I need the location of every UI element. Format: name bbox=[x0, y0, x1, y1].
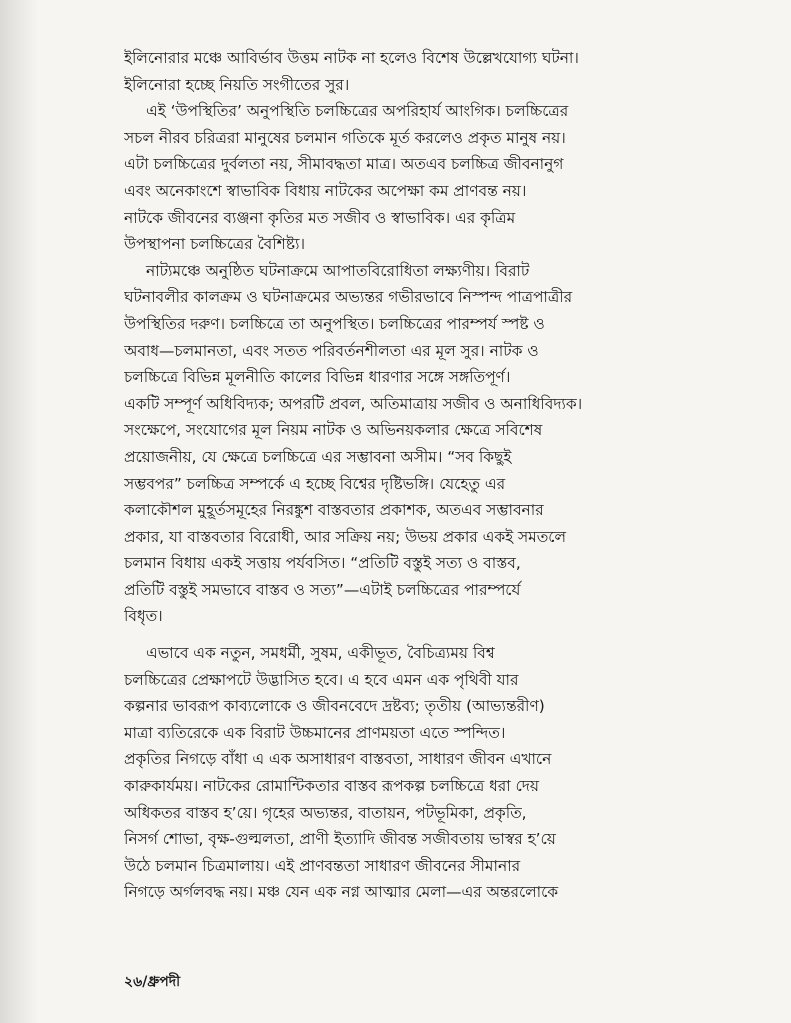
text-line: নিসর্গ শোভা, বৃক্ষ-গুল্মলতা, প্রাণী ইত্যাদি জীবন্ত সজীবতায় ভাস্বর হ’য়ে bbox=[124, 830, 556, 849]
text-line: চলচ্চিত্রের প্রেক্ষাপটে উদ্ভাসিত হবে। এ হবে এমন এক পৃথিবী যার bbox=[124, 670, 519, 689]
text-line: নিগড়ে অর্গলবদ্ধ নয়। মঞ্চ যেন এক নগ্ন আত্মার মেলা—এর অন্তরলোকে bbox=[124, 883, 559, 902]
text-line: কারুকার্যময়। নাটকের রোমান্টিকতার বাস্তব রূপকল্প চলচ্চিত্রে ধরা দেয় bbox=[124, 777, 539, 796]
text-line: ইলিনোরা হচ্ছে নিয়তি সংগীতের সুর। bbox=[124, 75, 350, 94]
text-line: সংক্ষেপে, সংযোগের মূল নিয়ম নাটক ও অভিনয়কলার ক্ষেত্রে সবিশেষ bbox=[124, 421, 543, 440]
page-footer: ২৬/ধ্রুপদী bbox=[124, 974, 181, 990]
text-line: প্রকৃতির নিগড়ে বাঁধা এ এক অসাধারণ বাস্তবতা, সাধারণ জীবন এখানে bbox=[124, 750, 552, 769]
text-line: অধিকতর বাস্তব হ’য়ে। গৃহের অভ্যন্তর, বাতায়ন, পটভূমিকা, প্রকৃতি, bbox=[124, 803, 527, 822]
text-line: এটা চলচ্চিত্রের দুর্বলতা নয়, সীমাবদ্ধতা মাত্র। অতএব চলচ্চিত্র জীবনানুগ bbox=[124, 155, 564, 174]
text-line: চলচ্চিত্রে বিভিন্ন মূলনীতি কালের বিভিন্ন ধারণার সঙ্গে সঙ্গতিপূর্ণ। bbox=[124, 368, 511, 387]
text-line: নাট্যমঞ্চে অনুষ্ঠিত ঘটনাক্রমে আপাতবিরোধিতা লক্ষ্যণীয়। বিরাট bbox=[146, 261, 530, 280]
text-line: প্রয়োজনীয়, যে ক্ষেত্রে চলচ্চিত্রে এর সম্ভাবনা অসীম। “সব কিছুই bbox=[124, 447, 512, 466]
text-line: উপস্থিতির দরুণ। চলচ্চিত্রে তা অনুপস্থিত। চলচ্চিত্রের পারম্পর্য স্পষ্ট ও bbox=[124, 314, 545, 333]
text-line: ইলিনোরার মঞ্চে আবির্ভাব উত্তম নাটক না হলেও বিশেষ উল্লেখযোগ্য ঘটনা। bbox=[124, 49, 579, 67]
text-line: ঘটনাবলীর কালক্রম ও ঘটনাক্রমের অভ্যন্তর গভীরভাবে নিস্পন্দ পাত্রপাত্রীর bbox=[124, 288, 573, 307]
text-line: সম্ভবপর” চলচ্চিত্র সম্পর্কে এ হচ্ছে বিশ্বের দৃষ্টিভঙ্গি। যেহেতু এর bbox=[124, 474, 506, 493]
text-line: একটি সম্পূর্ণ অধিবিদ্যক; অপরটি প্রবল, অতিমাত্রায় সজীব ও অনাধিবিদ্যক। bbox=[124, 394, 583, 413]
text-line: এভাবে এক নতুন, সমধর্মী, সুষম, একীভূত, বৈচিত্র্যময় বিশ্ব bbox=[146, 644, 495, 663]
text-line: অবাধ—চলমানতা, এবং সতত পরিবর্তনশীলতা এর মূল সুর। নাটক ও bbox=[124, 341, 539, 360]
text-line: চলমান বিধায় একই সত্তায় পর্যবসিত। “প্রতিটি বস্তুই সত্য ও বাস্তব, bbox=[124, 554, 521, 573]
text-line: এই ‘উপস্থিতির’ অনুপস্থিতি চলচ্চিত্রের অপরিহার্য আংগিক। চলচ্চিত্রের bbox=[146, 102, 569, 121]
text-line: উপস্থাপনা চলচ্চিত্রের বৈশিষ্ট্য। bbox=[124, 235, 305, 254]
text-line: নাটকে জীবনের ব্যঞ্জনা কৃতির মত সজীব ও স্বাভাবিক। এর কৃত্রিম bbox=[124, 208, 516, 227]
text-line: উঠে চলমান চিত্রমালায়। এই প্রাণবন্ততা সাধারণ জীবনের সীমানার bbox=[124, 856, 521, 875]
text-line: প্রকার, যা বাস্তবতার বিরোধী, আর সক্রিয় নয়; উভয় প্রকার একই সমতলে bbox=[124, 527, 566, 546]
body-text bbox=[124, 45, 659, 906]
text-line: এবং অনেকাংশে স্বাভাবিক বিধায় নাটকের অপেক্ষা কম প্রাণবন্ত নয়। bbox=[124, 181, 527, 200]
text-line: মাত্রা ব্যতিরেকে এক বিরাট উচ্চমানের প্রাণময়তা এতে স্পন্দিত। bbox=[124, 723, 506, 742]
text-line: প্রতিটি বস্তুই সমভাবে বাস্তব ও সত্য”—এটাই চলচ্চিত্রের পারম্পর্যে bbox=[124, 580, 521, 599]
text-line: কলাকৌশল মুহূর্তসমূহের নিরঙ্কুশ বাস্তবতার প্রকাশক, অতএব সম্ভাবনার bbox=[124, 501, 544, 520]
text-line: বিধৃত। bbox=[124, 607, 163, 626]
text-line: কল্পনার ভাবরূপ কাব্যলোকে ও জীবনবেদে দ্রষ্টব্য; তৃতীয় (আভ্যন্তরীণ) bbox=[124, 697, 545, 716]
text-line: সচল নীরব চরিত্ররা মানুষের চলমান গতিকে মূর্ত করলেও প্রকৃত মানুষ নয়। bbox=[124, 128, 566, 147]
